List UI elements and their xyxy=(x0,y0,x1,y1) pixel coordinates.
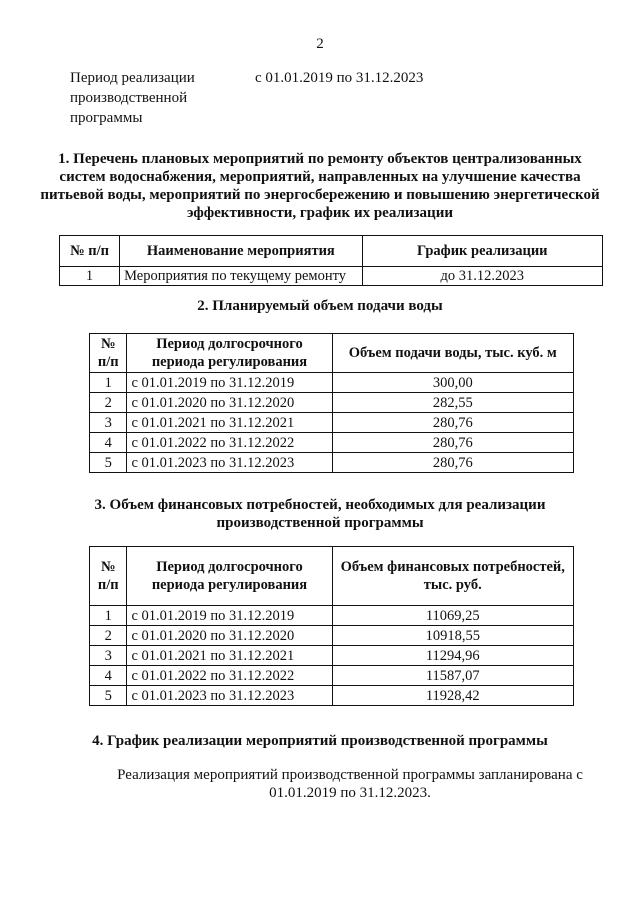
table-header-row xyxy=(90,547,574,606)
table-row xyxy=(90,433,574,453)
row-number: 2 xyxy=(90,393,127,413)
table-row xyxy=(90,453,574,473)
row-value: 280,76 xyxy=(332,413,573,433)
col-header-volume: Объем подачи воды, тыс. куб. м xyxy=(332,334,573,373)
financial-needs-table xyxy=(89,546,574,706)
col-header-schedule: График реализации xyxy=(362,236,602,267)
col-header-name: Наименование мероприятия xyxy=(120,236,362,267)
table-row xyxy=(90,666,574,686)
row-period: с 01.01.2021 по 31.12.2021 xyxy=(127,646,332,666)
row-period: с 01.01.2021 по 31.12.2021 xyxy=(127,413,332,433)
row-period: с 01.01.2020 по 31.12.2020 xyxy=(127,393,332,413)
row-period: с 01.01.2020 по 31.12.2020 xyxy=(127,626,332,646)
row-period: с 01.01.2019 по 31.12.2019 xyxy=(127,373,332,393)
row-value: 11587,07 xyxy=(332,666,573,686)
page-number: 2 xyxy=(316,36,324,52)
row-number: 5 xyxy=(90,453,127,473)
section-2-title: 2. Планируемый объем подачи воды xyxy=(197,298,443,314)
table-row xyxy=(90,606,574,626)
col-header-period: Период долгосрочного периода регулирования xyxy=(127,547,332,606)
table-row xyxy=(90,646,574,666)
row-value: 11294,96 xyxy=(332,646,573,666)
measure-name: Мероприятия по текущему ремонту xyxy=(120,267,362,286)
row-number: 1 xyxy=(60,267,120,286)
table-row xyxy=(60,267,603,286)
col-header-period: Период долгосрочного периода регулирования xyxy=(127,334,332,373)
conclusion-text: Реализация мероприятий производственной программы запланирована с 01.01.2019 по 31.12.2023. xyxy=(117,767,583,801)
row-value: 11928,42 xyxy=(332,686,573,706)
row-value: 300,00 xyxy=(332,373,573,393)
row-period: с 01.01.2023 по 31.12.2023 xyxy=(127,453,332,473)
table-row xyxy=(90,393,574,413)
row-value: 10918,55 xyxy=(332,626,573,646)
section-1-title: 1. Перечень плановых мероприятий по ремонту объектов централизованных систем водоснабжения, мероприятий, направленных на улучшение качества питьевой воды, мероприятий по энергосбережению и повышению энергетической эффективности, график их реализации xyxy=(40,151,600,221)
row-value: 11069,25 xyxy=(332,606,573,626)
row-number: 4 xyxy=(90,433,127,453)
table-row xyxy=(90,413,574,433)
row-number: 1 xyxy=(90,606,127,626)
measure-schedule: до 31.12.2023 xyxy=(362,267,602,286)
table-row xyxy=(90,686,574,706)
period-value: с 01.01.2019 по 31.12.2023 xyxy=(255,70,424,86)
col-header-number: № п/п xyxy=(90,334,127,373)
table-row xyxy=(90,626,574,646)
row-value: 280,76 xyxy=(332,453,573,473)
table-header-row xyxy=(90,334,574,373)
row-number: 3 xyxy=(90,413,127,433)
row-number: 3 xyxy=(90,646,127,666)
row-period: с 01.01.2022 по 31.12.2022 xyxy=(127,433,332,453)
row-period: с 01.01.2023 по 31.12.2023 xyxy=(127,686,332,706)
table-header-row xyxy=(60,236,603,267)
row-period: с 01.01.2022 по 31.12.2022 xyxy=(127,666,332,686)
row-value: 280,76 xyxy=(332,433,573,453)
measures-table xyxy=(59,235,603,286)
col-header-number: № п/п xyxy=(60,236,120,267)
col-header-financial: Объем финансовых потребностей, тыс. руб. xyxy=(332,547,573,606)
row-value: 282,55 xyxy=(332,393,573,413)
row-number: 5 xyxy=(90,686,127,706)
row-number: 1 xyxy=(90,373,127,393)
col-header-number: № п/п xyxy=(90,547,127,606)
section-3-title: 3. Объем финансовых потребностей, необходимых для реализации производственной программы xyxy=(94,497,546,531)
table-row xyxy=(90,373,574,393)
section-4-title: 4. График реализации мероприятий производственной программы xyxy=(92,733,548,749)
row-number: 2 xyxy=(90,626,127,646)
row-number: 4 xyxy=(90,666,127,686)
water-supply-table xyxy=(89,333,574,473)
period-label: Период реализации производственной программы xyxy=(70,70,195,126)
row-period: с 01.01.2019 по 31.12.2019 xyxy=(127,606,332,626)
